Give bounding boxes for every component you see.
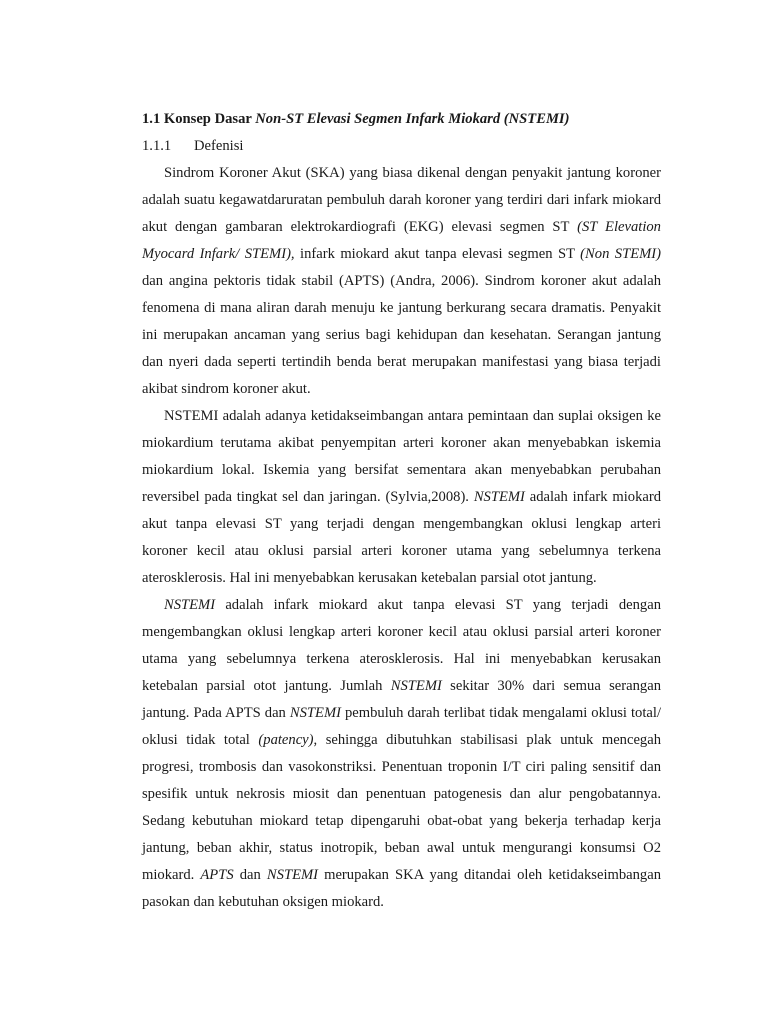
- paragraph-italic-text: NSTEMI: [473, 489, 525, 505]
- subsection-heading: [142, 136, 661, 156]
- paragraph-text: pembuluh darah terlibat tidak mengalami oklusi total/ oklusi tidak total: [142, 705, 661, 748]
- paragraph-text: Sindrom Koroner Akut (SKA) yang biasa dikenal dengan penyakit jantung koroner adalah suatu kegawatdaruratan pembuluh darah koroner yang terdiri dari infark miokard akut dengan gambaran elektrokardiografi (EKG) elevasi segmen ST: [142, 165, 661, 235]
- paragraph-text: sekitar 30% dari semua serangan jantung. Pada APTS dan: [142, 678, 661, 721]
- paragraph-1: [142, 160, 661, 403]
- paragraph-italic-text: NSTEMI: [266, 867, 318, 883]
- paragraph-text: dan: [233, 867, 267, 883]
- paragraph-3: [142, 592, 661, 916]
- paragraph-2: [142, 403, 661, 592]
- section-heading: [142, 109, 661, 129]
- paragraph-italic-text: (patency): [258, 732, 314, 748]
- paragraph-italic-text: NSTEMI: [289, 705, 341, 721]
- paragraph-text: dan angina pektoris tidak stabil (APTS) (Andra, 2006). Sindrom koroner akut adalah fenomena di mana aliran darah menuju ke jantung berkurang secara dramatis. Penyakit ini merupakan ancaman yang serius bagi kehidupan dan kesehatan. Serangan jantung dan nyeri dada seperti tertindih benda berat merupakan manifestasi yang biasa terjadi akibat sindrom koroner akut.: [142, 273, 661, 397]
- paragraph-italic-text: NSTEMI: [390, 678, 442, 694]
- paragraph-italic-text: (Non STEMI): [580, 246, 662, 262]
- paragraph-italic-text: NSTEMI: [164, 597, 216, 613]
- paragraph-text: , sehingga dibutuhkan stabilisasi plak untuk mencegah progresi, trombosis dan vasokonstriksi. Penentuan troponin I/T ciri paling sensitif dan spesifik untuk nekrosis miosit dan penentuan patogenesis dan alur pengobatannya. Sedang kebutuhan miokard tetap dipengaruhi obat-obat yang bekerja terhadap kerja jantung, beban akhir, status inotropik, beban awal untuk mengurangi konsumsi O2 miokard.: [142, 732, 661, 883]
- paragraph-text: adalah infark miokard akut tanpa elevasi ST yang terjadi dengan mengembangkan oklusi lengkap arteri koroner kecil atau oklusi parsial arteri koroner utama yang sebelumnya terkena aterosklerosis. Hal ini menyebabkan kerusakan ketebalan parsial otot jantung.: [142, 489, 661, 586]
- page-content: [142, 109, 661, 916]
- paragraph-text: infark miokard akut tanpa elevasi segmen ST: [294, 246, 581, 262]
- paragraph-text: NSTEMI adalah adanya ketidakseimbangan antara pemintaan dan suplai oksigen ke miokardium terutama akibat penyempitan arteri koroner akan menyebabkan iskemia miokardium lokal. Iskemia yang bersifat sementara akan menyebabkan perubahan reversibel pada tingkat sel dan jaringan. (Sylvia,2008).: [142, 408, 661, 505]
- subsection-number: 1.1.1: [142, 138, 172, 154]
- section-heading-title: Non-ST Elevasi Segmen Infark Miokard (NSTEMI): [255, 111, 570, 127]
- paragraph-italic-text: (ST Elevation Myocard Infark/ STEMI),: [142, 219, 661, 262]
- paragraph-text: adalah infark miokard akut tanpa elevasi ST yang terjadi dengan mengembangkan oklusi lengkap arteri koroner kecil atau oklusi parsial arteri koroner utama yang sebelumnya terkena aterosklerosis. Hal ini menyebabkan kerusakan ketebalan parsial otot jantung. Jumlah: [142, 597, 661, 694]
- paragraph-text: merupakan SKA yang ditandai oleh ketidakseimbangan pasokan dan kebutuhan oksigen miokard.: [142, 867, 661, 910]
- section-heading-number: 1.1 Konsep Dasar: [142, 111, 256, 127]
- paragraph-italic-text: APTS: [200, 867, 234, 883]
- subsection-title: Defenisi: [194, 138, 244, 154]
